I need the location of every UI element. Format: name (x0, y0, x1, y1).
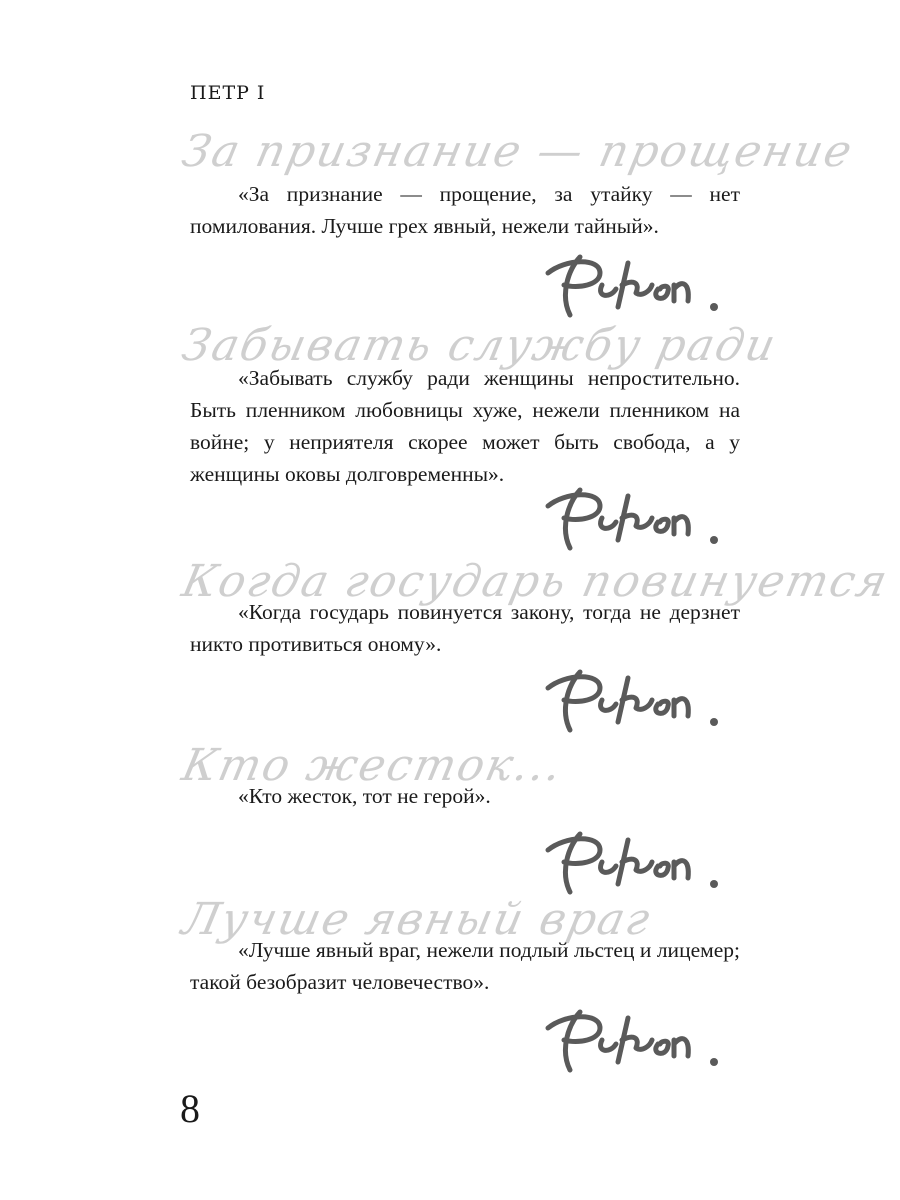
running-title: ПЕТР I (190, 82, 266, 104)
quote (190, 178, 740, 242)
signature-image (530, 660, 750, 740)
script-heading: Кто жесток... (177, 740, 568, 791)
signature-image (530, 245, 750, 325)
signature-image (530, 822, 750, 902)
quote (190, 780, 740, 812)
script-heading: За признание — прощение (177, 126, 858, 177)
script-heading: Лучше явный враг (177, 894, 656, 945)
quote (190, 596, 740, 660)
page-number: 8 (180, 1086, 200, 1131)
signature-image (530, 1000, 750, 1080)
script-heading: Когда государь повинуется (177, 556, 894, 607)
script-heading: Забывать службу ради (177, 320, 782, 371)
quote-text: «Кто жесток, тот не герой». (238, 784, 491, 808)
quote-text: «Лучше явный враг, нежели подлый льстец и лицемер; такой безобразит человечество». (190, 938, 740, 994)
quote (190, 934, 740, 998)
quote-text: «Когда государь повинуется закону, тогда не дерзнет никто противиться оному». (190, 600, 740, 656)
quote-text: «За признание — прощение, за утайку — нет помилования. Лучше грех явный, нежели тайный». (190, 182, 740, 238)
signature-image (530, 478, 750, 558)
quote-text: «Забывать службу ради женщины непростительно. Быть пленником любовницы хуже, нежели пленником на войне; у неприятеля скорее может быть свобода, а у женщины оковы долговременны». (190, 366, 740, 486)
quote (190, 362, 740, 490)
